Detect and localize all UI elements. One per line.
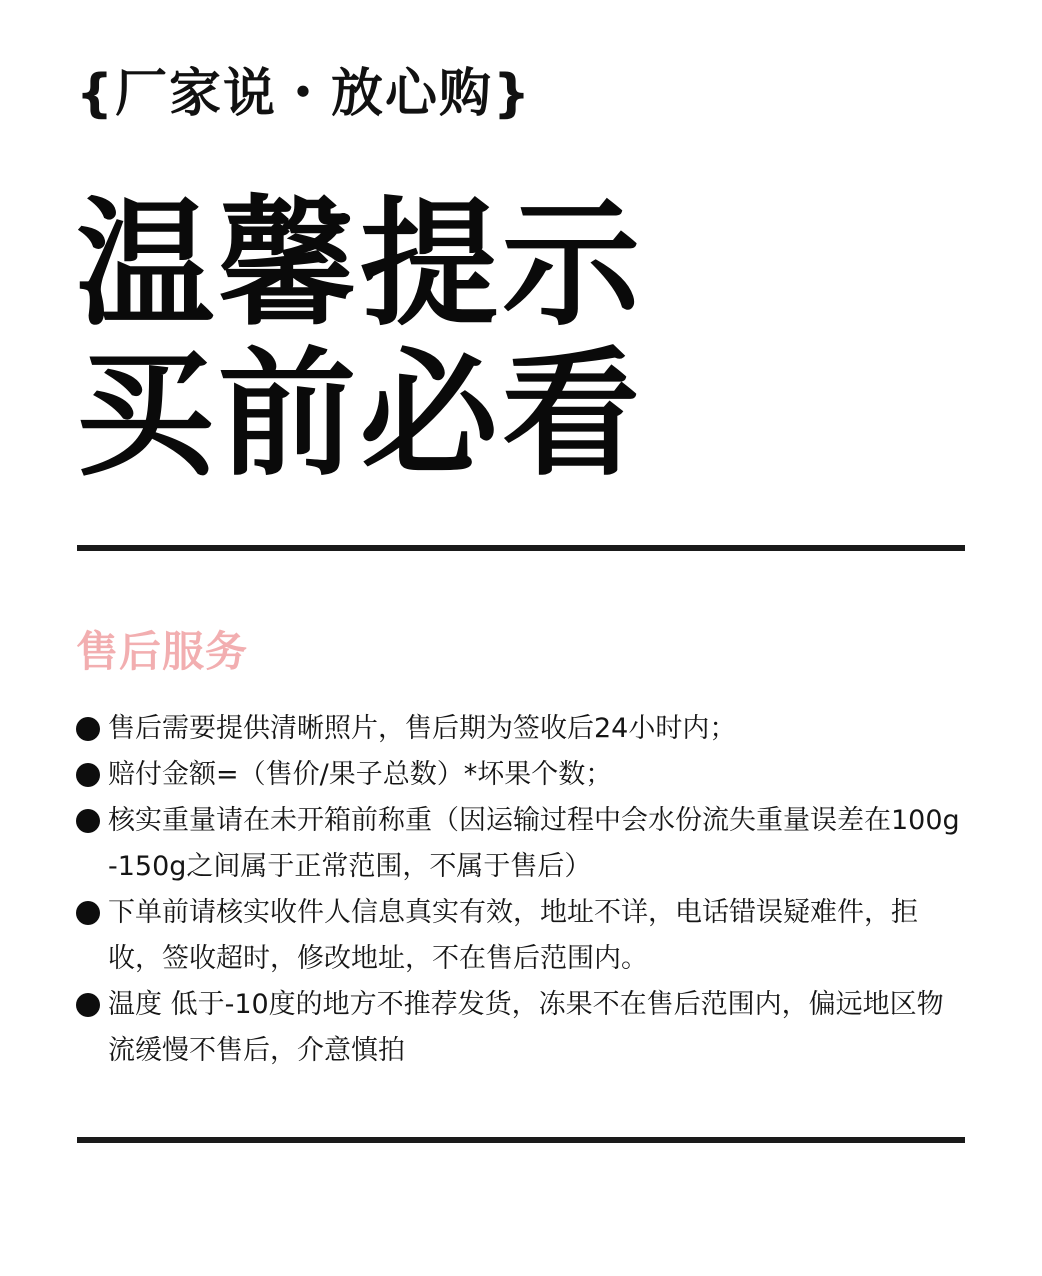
- notice-text: 下单前请核实收件人信息真实有效，地址不详，电话错误疑难件，拒收，签收超时，修改地址，不在售后范围内。: [108, 897, 918, 974]
- brand-tagline: {厂家说・放心购}: [76, 64, 533, 124]
- notice-item: [76, 982, 966, 1074]
- bullet-icon: [76, 717, 100, 741]
- headline-read-before-buying: 买前必看: [76, 334, 645, 495]
- after-sales-notice-list: [76, 706, 966, 1074]
- bullet-icon: [76, 901, 100, 925]
- notice-text: 温度 低于-10度的地方不推荐发货，冻果不在售后范围内，偏远地区物流缓慢不售后，介意慎拍: [108, 989, 944, 1066]
- notice-item: [76, 706, 966, 752]
- notice-text: 核实重量请在未开箱前称重（因运输过程中会水份流失重量误差在100g-150g之间属于正常范围，不属于售后）: [108, 805, 960, 882]
- notice-item: [76, 890, 966, 982]
- notice-item: [76, 752, 966, 798]
- divider-bottom: [77, 1137, 965, 1143]
- divider-top: [77, 545, 965, 551]
- bullet-icon: [76, 993, 100, 1017]
- notice-item: [76, 798, 966, 890]
- notice-text: 售后需要提供清晰照片，售后期为签收后24小时内；: [108, 713, 737, 744]
- bullet-icon: [76, 809, 100, 833]
- section-title-after-sales: 售后服务: [76, 627, 249, 676]
- bullet-icon: [76, 763, 100, 787]
- headline-warm-notice: 温馨提示: [76, 184, 645, 345]
- notice-text: 赔付金额=（售价/果子总数）*坏果个数；: [108, 759, 613, 790]
